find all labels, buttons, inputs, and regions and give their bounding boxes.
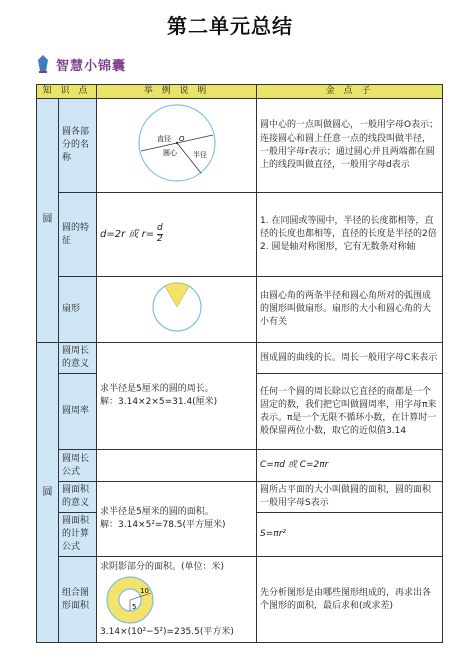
ring-diagram: [104, 575, 160, 625]
example-question: 求阴影部分的面积。(单位：米): [100, 561, 225, 572]
radius-label: 半径: [192, 151, 207, 160]
table-row: [37, 277, 443, 343]
row-name: 圆的特征: [59, 193, 97, 277]
formula-fraction: [157, 224, 163, 245]
center-label: 圆心: [162, 149, 177, 158]
page-title: 第二单元总结: [167, 14, 293, 38]
center-o-label: O: [178, 135, 185, 144]
category-circle: 圆: [37, 99, 59, 343]
table-row: [37, 450, 443, 482]
sector-diagram: [147, 279, 207, 335]
row-tip: 任何一个圆的周长除以它直径的商都是一个固定的数，我们把它叫做圆周率，用字母π来表示。π是一个无限不循环小数，在计算时一般保留两位小数，取它的近似值3.14: [257, 374, 443, 450]
row-name: 圆面积的意义: [59, 482, 97, 513]
table-header-row: [37, 85, 443, 99]
header-tips: 金 点 子: [257, 85, 443, 99]
inner-radius-label: 5: [132, 602, 137, 611]
row-tip: S=πr²: [257, 513, 443, 557]
diameter-label: 直径: [156, 135, 171, 144]
outer-radius-label: 10: [140, 586, 149, 595]
table-row: [37, 482, 443, 513]
fraction-denominator: 2: [156, 234, 163, 245]
row-tip: 圆中心的一点叫做圆心，一般用字母O表示；连接圆心和圆上任意一点的线段叫做半径，一般用字母r表示；通过圆心并且两端都在圆上的线段叫做直径，一般用字母d表示: [257, 99, 443, 193]
category-circle-2: 圆: [37, 343, 59, 643]
row-name: 圆面积的计算公式: [59, 513, 97, 557]
row-example-empty: [97, 450, 257, 482]
circle-parts-diagram: [127, 101, 227, 185]
row-tip: C=πd 或 C=2πr: [257, 450, 443, 482]
row-tip: 先分析图形是由哪些图形组成的，再求出各个图形的面积，最后求和(或求差): [257, 557, 443, 643]
fraction-numerator: d: [156, 223, 163, 234]
row-tip: 圆所占平面的大小叫做圆的面积，圆的面积一般用字母S表示: [257, 482, 443, 513]
header-knowledge: 知 识 点: [37, 85, 97, 99]
table-row: [37, 99, 443, 193]
table-row: [37, 193, 443, 277]
formula-text: d=2r 或 r=: [100, 229, 155, 241]
example-solution: 3.14×(10²−5²)=235.5(平方米): [100, 626, 234, 637]
circle-parts-diagram-cell: [97, 99, 257, 193]
header-example: 举 例 说 明: [97, 85, 257, 99]
section-banner: [36, 52, 126, 76]
row-tip: 围成圆的曲线的长。周长一般用字母C来表示: [257, 343, 443, 374]
sector-diagram-cell: [97, 277, 257, 343]
row-name: 扇形: [59, 277, 97, 343]
banner-title: 智慧小锦囊: [56, 58, 127, 74]
row-name: 组合图形面积: [59, 557, 97, 643]
table-row: [37, 557, 443, 643]
lamp-icon: [36, 54, 50, 74]
row-tip: 由圆心角的两条半径和圆心角所对的弧围成的图形叫做扇形。扇形的大小和圆心角的大小有关: [257, 277, 443, 343]
row-name: 圆各部分的名称: [59, 99, 97, 193]
row-name: 圆周长的意义: [59, 343, 97, 374]
summary-table: [36, 84, 443, 643]
table-row: [37, 343, 443, 374]
row-tip: 1. 在同圆或等圆中，半径的长度都相等，直径的长度也都相等，直径的长度是半径的2倍 2. 圆是轴对称图形，它有无数条对称轴: [257, 193, 443, 277]
row-example: [97, 193, 257, 277]
row-name: 圆周率: [59, 374, 97, 450]
row-example: 求半径是5厘米的圆的周长。 解：3.14×2×5=31.4(厘米): [97, 343, 257, 450]
row-example: [97, 557, 257, 643]
row-example: 求半径是5厘米的圆的面积。 解：3.14×5²=78.5(平方厘米): [97, 482, 257, 557]
row-name: 圆周长公式: [59, 450, 97, 482]
